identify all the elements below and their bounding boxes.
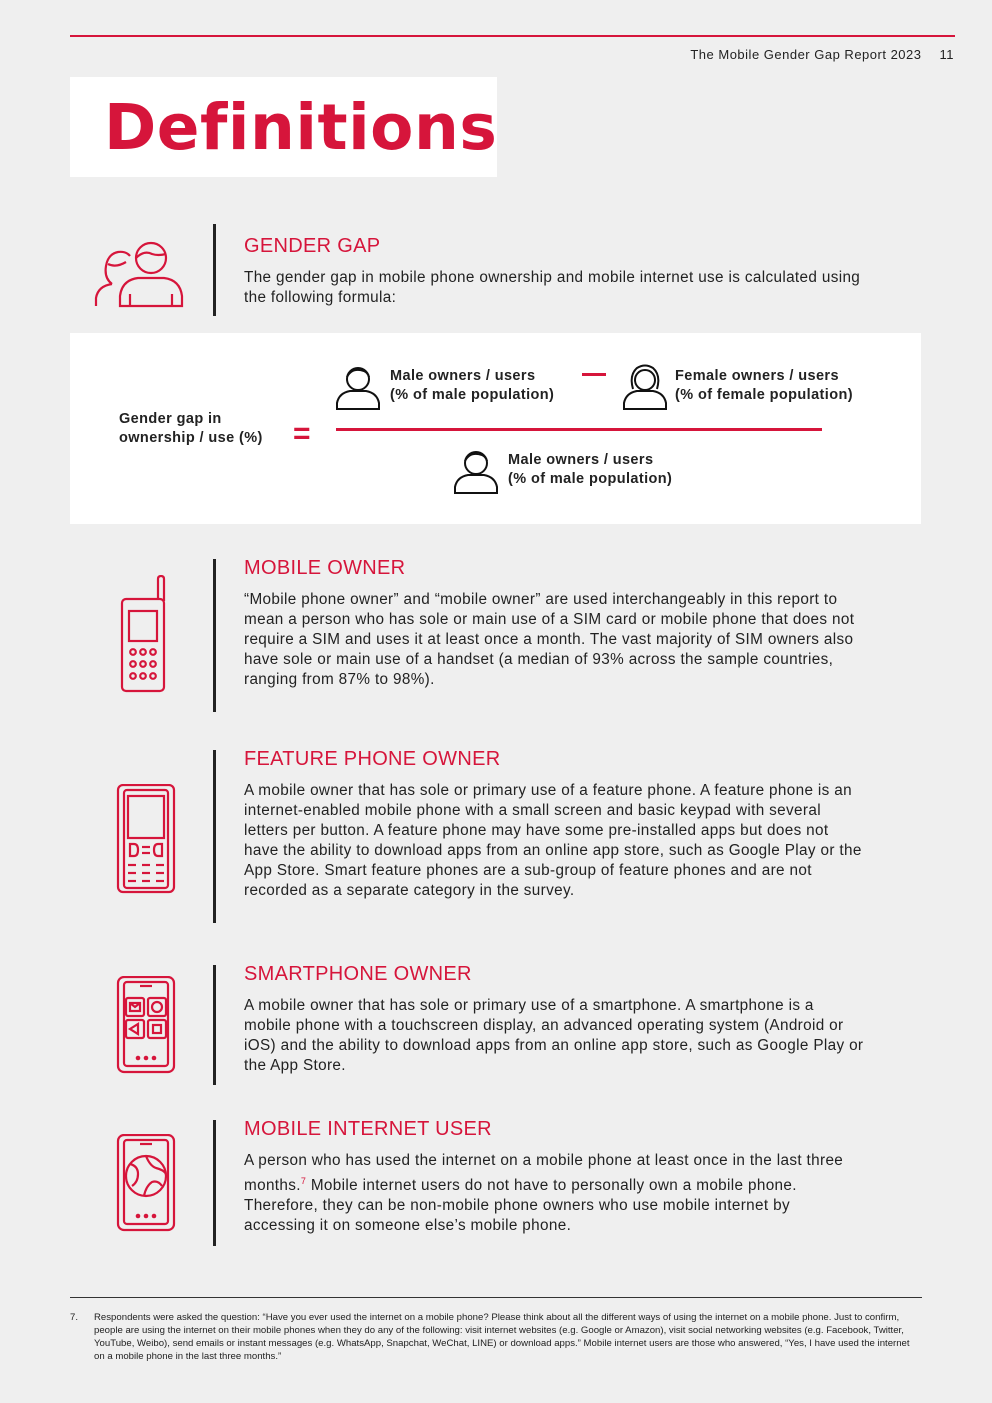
section-divider <box>213 559 216 712</box>
header-rule <box>70 35 955 37</box>
section-mobile-owner <box>0 557 992 712</box>
result-label-line1: Gender gap in <box>119 411 222 427</box>
female-person-icon <box>621 363 669 411</box>
section-divider <box>213 965 216 1085</box>
globe-phone-icon <box>116 1134 176 1232</box>
footnote-rule <box>70 1297 922 1298</box>
result-label <box>119 410 263 448</box>
female-label-line2: (% of female population) <box>675 387 853 403</box>
section-body: “Mobile phone owner” and “mobile owner” are used interchangeably in this report to mean a person who has sole or main use of a SIM card or mobile phone that does not require a SIM and uses it at least once a month. The vast majority of SIM owners also have sole or main use of a handset (a median of 93% across the sample countries, ranging from 87% to 98%). <box>244 591 855 688</box>
smartphone-icon <box>116 976 176 1074</box>
section-gender-gap <box>0 222 992 317</box>
section-body: The gender gap in mobile phone ownership and mobile internet use is calculated using the following formula: <box>244 269 861 306</box>
section-body: A mobile owner that has sole or primary use of a feature phone. A feature phone is an internet-enabled mobile phone with a small screen and basic keypad with several letters per button. A feature phone may have some pre-installed apps but does not have the ability to download apps from an online app store, such as Google Play or the App Store. Smart feature phones are a sub-group of feature phones and are not recorded as a separate category in the survey. <box>244 782 862 899</box>
running-header <box>690 47 954 62</box>
page-title: Definitions <box>104 91 498 164</box>
page-number: 11 <box>939 47 954 62</box>
result-label-line2: ownership / use (%) <box>119 430 263 446</box>
male-label-line1: Male owners / users <box>390 368 536 384</box>
section-heading: GENDER GAP <box>244 235 381 257</box>
section-smartphone <box>0 963 992 1085</box>
section-heading: SMARTPHONE OWNER <box>244 963 472 985</box>
report-title: The Mobile Gender Gap Report 2023 <box>690 47 922 62</box>
title-box <box>70 77 497 177</box>
section-divider <box>213 750 216 923</box>
male-person-icon <box>452 447 500 495</box>
mobile-phone-icon <box>118 575 168 693</box>
equals-sign: = <box>293 417 311 450</box>
section-internet-user <box>0 1118 992 1246</box>
male-person-icon <box>334 363 382 411</box>
feature-phone-icon <box>116 784 176 894</box>
footnote-text: Respondents were asked the question: “Have you ever used the internet on a mobile phone? Please think about all the different ways of using the internet on a mobile phone. Just to confirm, people are using the internet on their mobile phones when they do any of the following: visit internet websites (e.g. Google or Amazon), visit social networking websites (e.g. Facebook, Twitter, YouTube, Weibo), send emails or instant messages (e.g. WhatsApp, Snapchat, WeChat, LINE) or download apps.” Mobile internet users are those who answered, “Yes, I have used the internet on a mobile phone in the last three months.” <box>94 1312 910 1362</box>
section-body: A mobile owner that has sole or primary use of a smartphone. A smartphone is a mobile phone with a touchscreen display, an advanced operating system (Android or iOS) and the ability to download apps from an online app store, such as Google Play or the App Store. <box>244 997 864 1074</box>
section-divider <box>213 224 216 316</box>
numerator-female-label <box>675 367 853 405</box>
numerator-male-label <box>390 367 554 405</box>
minus-sign <box>582 373 606 376</box>
footnote-reference[interactable]: 7 <box>300 1176 307 1186</box>
body-text-part2: Mobile internet users do not have to personally own a mobile phone. Therefore, they can be non-mobile phone owners who use mobile internet by accessing it on someone else’s mobile phone. <box>244 1177 797 1235</box>
fraction-bar <box>336 428 822 431</box>
denominator-label <box>508 451 672 489</box>
people-icon <box>94 234 192 308</box>
footnote <box>70 1311 922 1363</box>
body-text-part1: A person who has used the internet on a mobile phone at least once in the last three months. <box>244 1152 844 1195</box>
section-heading: MOBILE OWNER <box>244 557 406 579</box>
denominator-line1: Male owners / users <box>508 452 654 468</box>
section-heading: MOBILE INTERNET USER <box>244 1118 492 1140</box>
section-divider <box>213 1120 216 1246</box>
footnote-number: 7. <box>70 1312 79 1323</box>
male-label-line2: (% of male population) <box>390 387 555 403</box>
formula-box <box>70 333 921 524</box>
denominator-line2: (% of male population) <box>508 471 673 487</box>
section-body <box>244 1151 864 1236</box>
female-label-line1: Female owners / users <box>675 368 839 384</box>
section-heading: FEATURE PHONE OWNER <box>244 748 501 770</box>
section-feature-phone <box>0 748 992 923</box>
